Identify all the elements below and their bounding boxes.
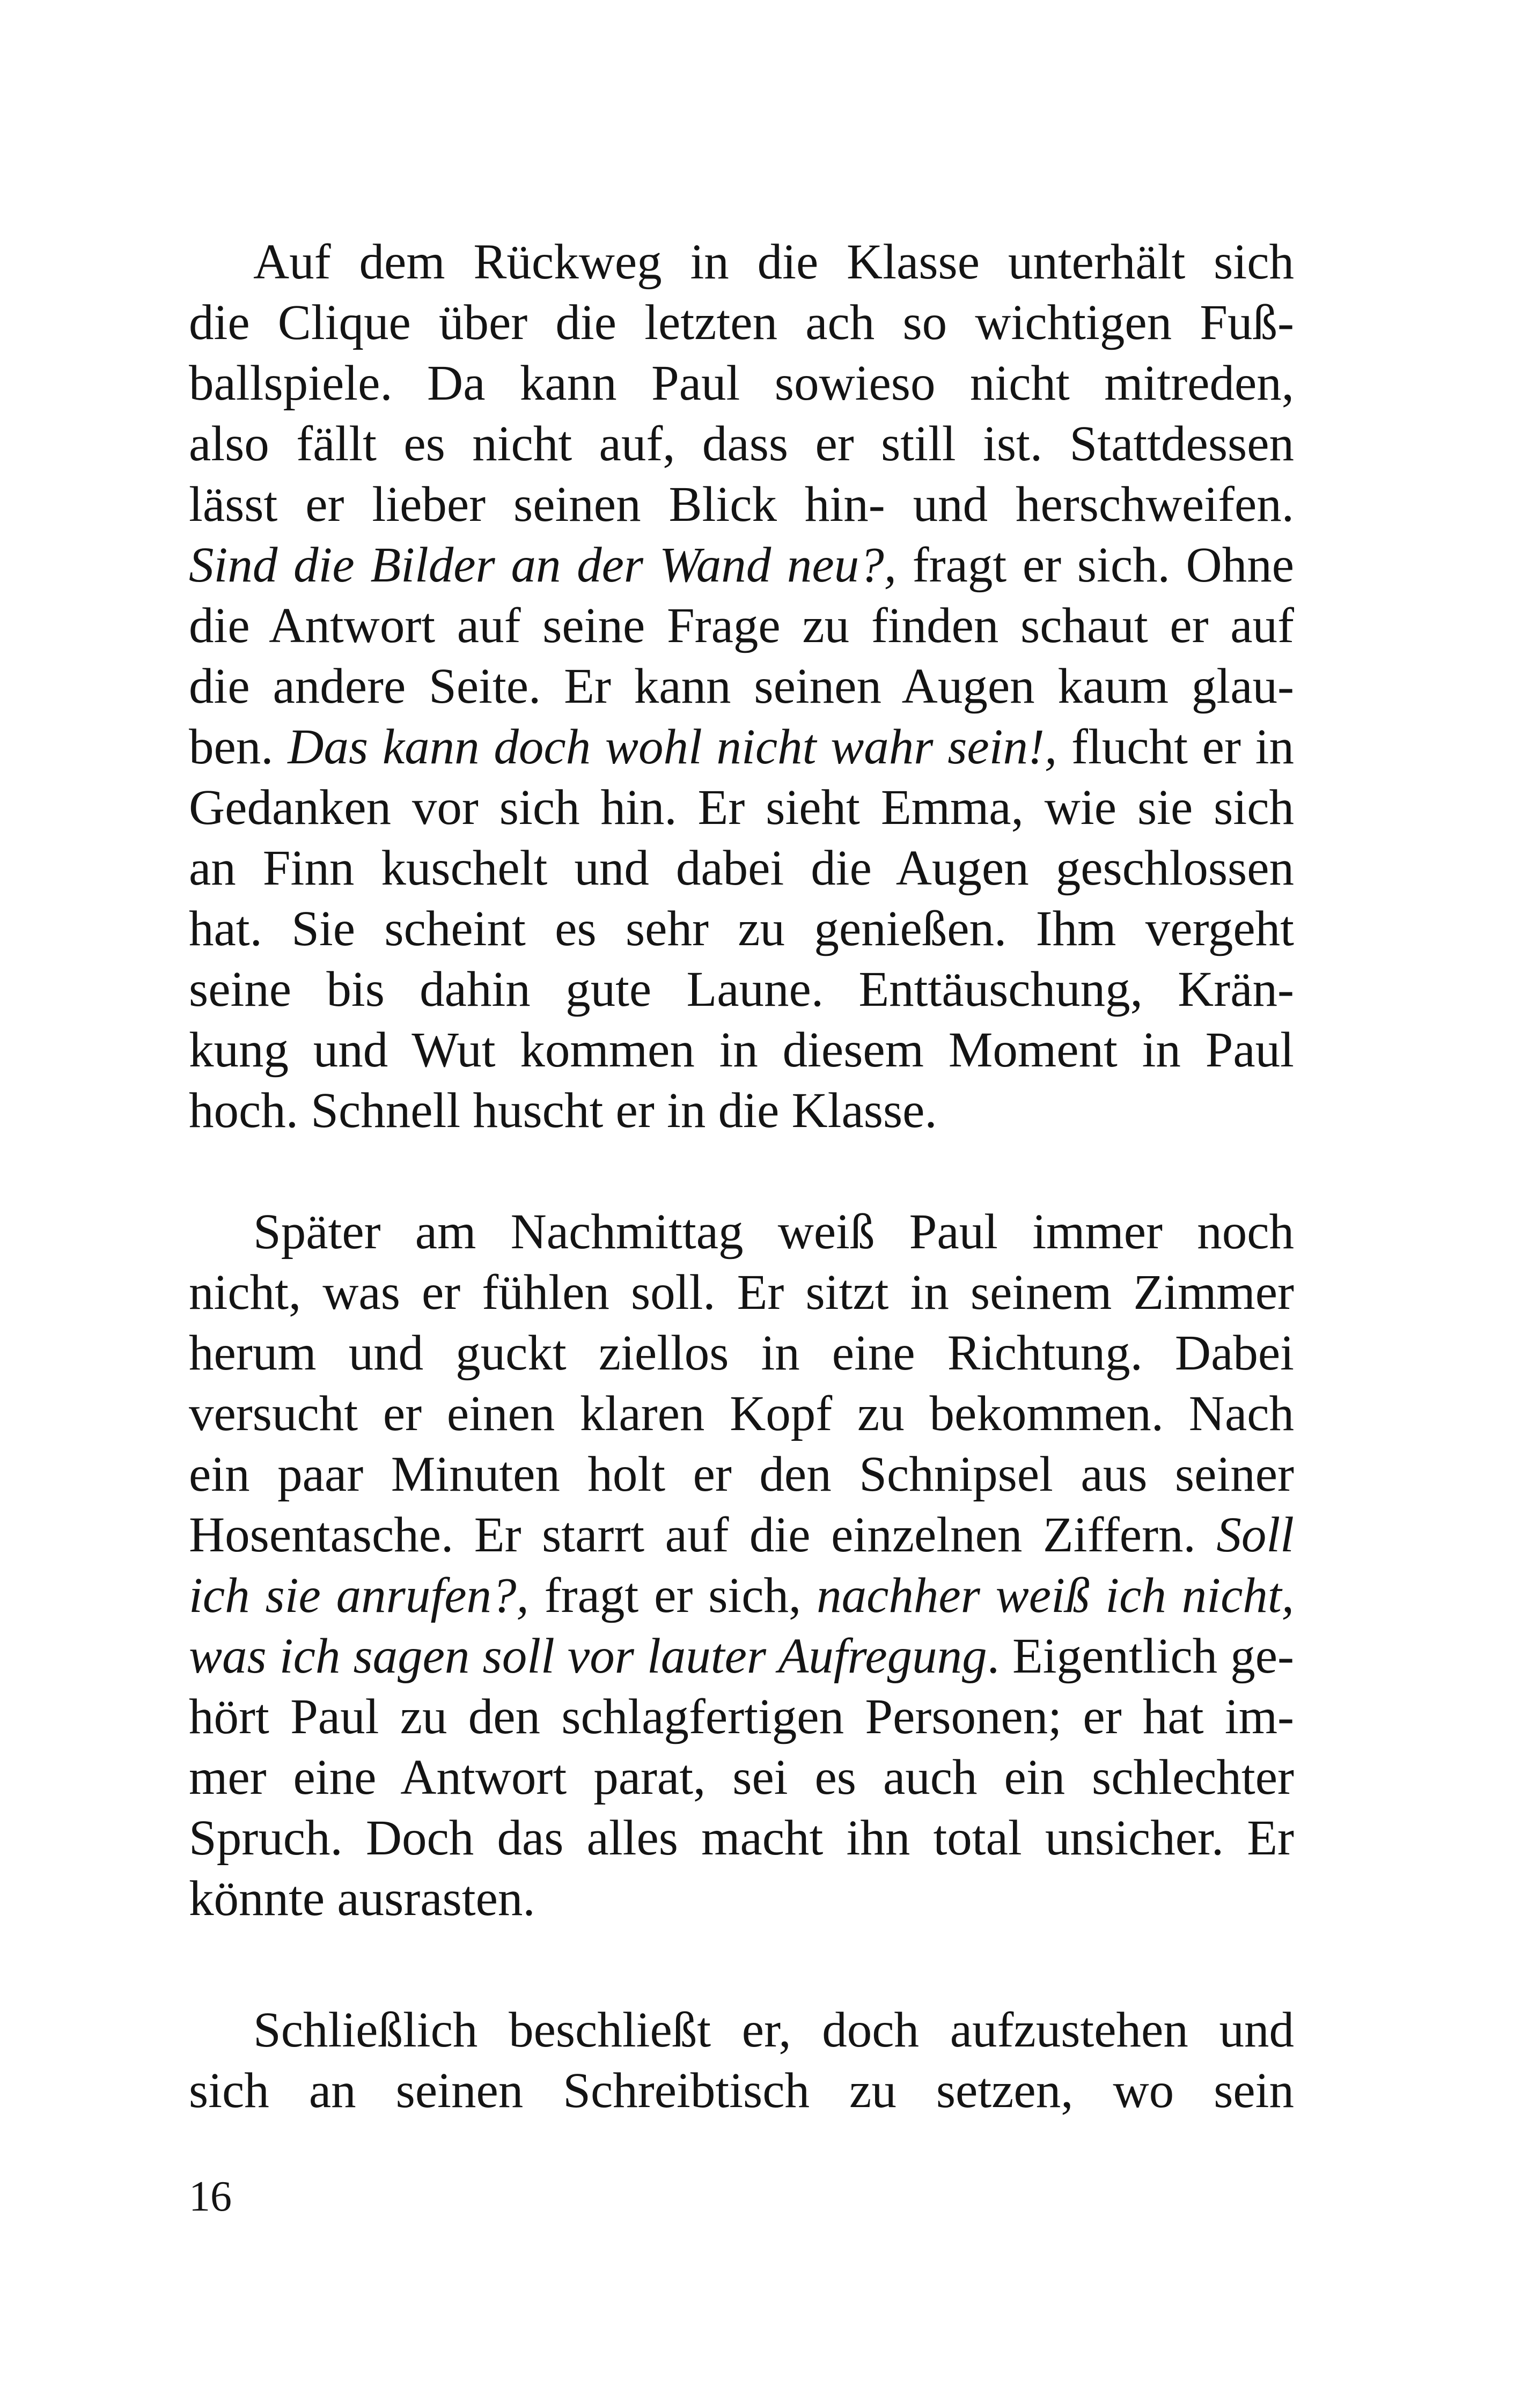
text-line: herum und guckt ziellos in eine Richtung. Dabei <box>189 1325 1294 1381</box>
text-line: die Clique über die letzten ach so wichtigen Fuß- <box>189 295 1294 350</box>
text-run: flucht er in <box>1057 719 1295 775</box>
text-line: Spruch. Doch das alles macht ihn total unsicher. Er <box>189 1810 1294 1866</box>
text-line: lässt er lieber seinen Blick hin- und herschweifen. <box>189 477 1294 532</box>
text-line-mixed <box>189 1565 1294 1626</box>
text-run: . Eigentlich ge- <box>987 1629 1294 1684</box>
text-line: an Finn kuschelt und dabei die Augen geschlossen <box>189 841 1294 896</box>
text-run: Hosentasche. Er starrt auf die einzelnen Ziffern. <box>189 1507 1217 1563</box>
italic-thought: Das kann doch wohl nicht wahr sein!, <box>288 719 1057 775</box>
italic-thought: was ich sagen soll vor lauter Aufregung <box>189 1629 987 1684</box>
text-line: mer eine Antwort parat, sei es auch ein schlechter <box>189 1750 1294 1805</box>
text-line: hört Paul zu den schlagfertigen Personen; er hat im- <box>189 1689 1294 1744</box>
text-line: ballspiele. Da kann Paul sowieso nicht mitreden, <box>189 356 1294 411</box>
paragraph-1 <box>189 232 1294 1141</box>
text-run: fragt er sich. Ohne <box>896 537 1294 593</box>
text-line: seine bis dahin gute Laune. Enttäuschung, Krän- <box>189 962 1294 1017</box>
paragraph-3 <box>189 2000 1294 2121</box>
text-line: versucht er einen klaren Kopf zu bekommen. Nach <box>189 1386 1294 1441</box>
italic-thought: nachher weiß ich nicht, <box>817 1568 1294 1623</box>
paragraph-2 <box>189 1202 1294 1929</box>
text-line: Später am Nachmittag weiß Paul immer noch <box>253 1204 1294 1260</box>
text-line: sich an seinen Schreibtisch zu setzen, wo sein <box>189 2063 1294 2118</box>
italic-thought: ich sie anrufen?, <box>189 1568 529 1623</box>
text-line: Auf dem Rückweg in die Klasse unterhält sich <box>253 234 1294 290</box>
text-line: die Antwort auf seine Frage zu finden schaut er auf <box>189 598 1294 653</box>
text-line-mixed <box>189 1505 1294 1565</box>
text-line-mixed <box>189 1626 1294 1687</box>
text-line-mixed <box>189 535 1294 595</box>
text-line: hat. Sie scheint es sehr zu genießen. Ihm vergeht <box>189 901 1294 956</box>
page-number: 16 <box>189 2173 232 2220</box>
text-line-mixed <box>189 717 1294 777</box>
text-line: die andere Seite. Er kann seinen Augen kaum glau- <box>189 659 1294 714</box>
text-line: hoch. Schnell huscht er in die Klasse. <box>189 1083 937 1138</box>
italic-thought: Sind die Bilder an der Wand neu?, <box>189 537 897 593</box>
text-line: also fällt es nicht auf, dass er still ist. Stattdessen <box>189 416 1294 472</box>
text-line: nicht, was er fühlen soll. Er sitzt in seinem Zimmer <box>189 1265 1294 1320</box>
text-line: Gedanken vor sich hin. Er sieht Emma, wie sie sich <box>189 780 1294 835</box>
text-line: ein paar Minuten holt er den Schnipsel aus seiner <box>189 1447 1294 1502</box>
text-line: könnte ausrasten. <box>189 1871 535 1926</box>
text-run: ben. <box>189 719 288 775</box>
text-line: Schließlich beschließt er, doch aufzustehen und <box>253 2002 1294 2058</box>
text-run: fragt er sich, <box>528 1568 817 1623</box>
italic-thought: Soll <box>1216 1507 1294 1563</box>
text-line: kung und Wut kommen in diesem Moment in Paul <box>189 1022 1294 1078</box>
